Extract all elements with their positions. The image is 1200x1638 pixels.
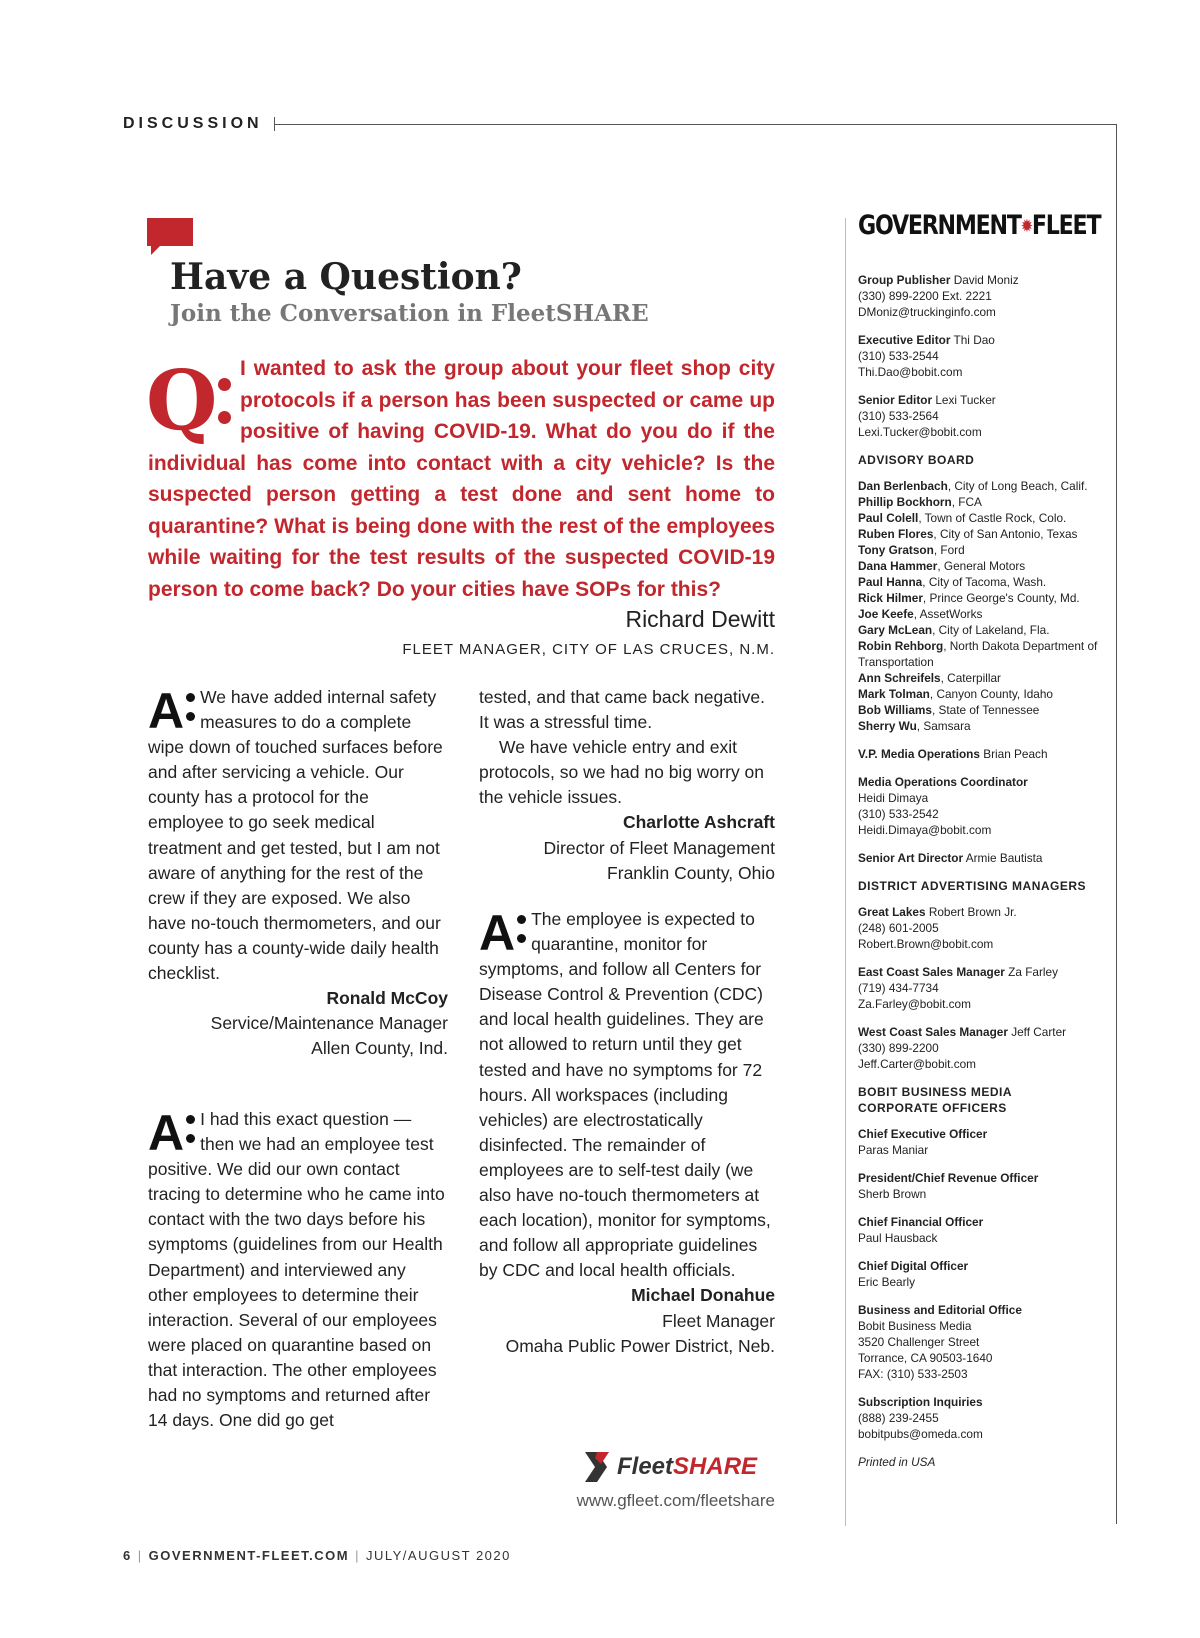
staff-entry: Senior Editor Lexi Tucker (310) 533-2564 Lexi.Tucker@bobit.com	[858, 393, 996, 439]
answerer-name: Charlotte Ashcraft	[622, 812, 775, 833]
sidebar-divider	[845, 218, 846, 1526]
answer-1	[148, 685, 448, 1061]
asker-name: Richard Dewitt	[625, 606, 775, 632]
asker-title: FLEET MANAGER, CITY OF LAS CRUCES, N.M.	[402, 641, 775, 658]
subscription-info: Subscription Inquiries (888) 239-2455 bobitpubs@omeda.com	[858, 1395, 983, 1441]
answer-colon-icon	[186, 1115, 196, 1155]
staff-entry: East Coast Sales Manager Za Farley (719) 434-7734 Za.Farley@bobit.com	[858, 965, 1058, 1011]
advisory-board-list: Dan Berlenbach, City of Long Beach, Calif. Phillip Bockhorn, FCA Paul Colell, Town of Castle Rock, Colo. Ruben Flores, City of San Antonio, Texas Tony Gratson, Ford Dana Hammer, General Motors Paul Hanna, City of Tacoma, Wash. Rick Hilmer, Prince George's County, Md. Joe Keefe, AssetWorks Gary McLean, City of Lakeland, Fla. Robin Rehborg, North Dakota Department of Transportation Ann Schreifels, Caterpillar Mark Tolman, Canyon County, Idaho Bob Williams, State of Tennessee Sherry Wu, Samsara	[858, 479, 1098, 733]
page-title: Have a Question?	[170, 256, 522, 298]
page-subtitle: Join the Conversation in FleetSHARE	[170, 300, 649, 327]
printed-in-usa: Printed in USA	[858, 1455, 936, 1469]
answerer-role: Service/Maintenance Manager	[210, 1013, 448, 1034]
officer-entry: Chief Digital Officer Eric Bearly	[858, 1259, 969, 1289]
masthead	[858, 272, 1108, 1470]
answer-3	[479, 907, 775, 1359]
answer-marker: A	[148, 683, 185, 739]
staff-entry: Executive Editor Thi Dao (310) 533-2544 Thi.Dao@bobit.com	[858, 333, 995, 379]
answer-colon-icon	[186, 693, 196, 733]
question-text: I wanted to ask the group about your fleet shop city protocols if a person has been suspected or came up positive of having COVID-19. What do you do if the individual has come into contact with a city vehicle? Is the suspected person getting a test done and sent home to quarantine? What is being done with the rest of the employees while waiting for the test results of the suspected COVID-19 person to come back? Do your cities have SOPs for this?	[148, 357, 775, 601]
fleetshare-logo-text: FleetSHARE	[617, 1453, 758, 1480]
page-number: 6	[123, 1548, 132, 1563]
answer-2-part-1	[148, 1107, 448, 1433]
officer-entry: President/Chief Revenue Officer Sherb Brown	[858, 1171, 1039, 1201]
district-managers-heading: DISTRICT ADVERTISING MANAGERS	[858, 879, 1087, 893]
page-footer: 6 | GOVERNMENT-FLEET.COM | JULY/AUGUST 2020	[123, 1548, 511, 1563]
answerer-role: Director of Fleet Management	[543, 837, 775, 858]
corporate-officers-heading: BOBIT BUSINESS MEDIA CORPORATE OFFICERS	[858, 1085, 1013, 1115]
office-address: Business and Editorial Office Bobit Business Media 3520 Challenger Street Torrance, CA 90503-1640 FAX: (310) 533-2503	[858, 1303, 1022, 1381]
answerer-org: Franklin County, Ohio	[607, 862, 775, 883]
answer-2-part-2	[479, 685, 775, 886]
answerer-name: Ronald McCoy	[326, 988, 448, 1009]
fleetshare-url[interactable]: www.gfleet.com/fleetshare	[576, 1491, 775, 1510]
answer-text: tested, and that came back negative. It was a stressful time.	[479, 687, 766, 733]
advisory-board-heading: ADVISORY BOARD	[858, 453, 975, 467]
footer-issue: JULY/AUGUST 2020	[365, 1548, 511, 1563]
staff-entry: Senior Art Director Armie Bautista	[858, 851, 1043, 865]
staff-entry: Great Lakes Robert Brown Jr. (248) 601-2005 Robert.Brown@bobit.com	[858, 905, 1017, 951]
answer-marker: A	[479, 905, 516, 961]
answer-text: I had this exact question — then we had an employee test positive. We did our own contact tracing to determine who he came into contact with the two days before his symptoms (guidelines from our Health Department) and interviewed any other employees to determine their interaction. Several of our employees were placed on quarantine based on that interaction. The other employees had no symptoms and returned after 14 days. One did go get	[148, 1109, 445, 1431]
answer-marker: A	[148, 1105, 185, 1161]
star-icon: ✹	[1020, 216, 1032, 237]
answer-colon-icon	[517, 915, 527, 955]
officer-entry: Chief Executive Officer Paras Maniar	[858, 1127, 988, 1157]
fleetshare-logo-icon	[583, 1450, 613, 1484]
answerer-org: Allen County, Ind.	[311, 1038, 448, 1059]
staff-entry: Group Publisher David Moniz (330) 899-2200 Ext. 2221 DMoniz@truckinginfo.com	[858, 273, 1019, 319]
footer-site: GOVERNMENT-FLEET.COM	[148, 1548, 350, 1563]
answerer-name: Michael Donahue	[631, 1285, 775, 1306]
page-frame-rule	[1116, 124, 1117, 1524]
answer-text: We have vehicle entry and exit protocols, so we had no big worry on the vehicle issues.	[479, 737, 765, 808]
answer-text: The employee is expected to quarantine, monitor for symptoms, and follow all Centers for Disease Control & Prevention (CDC) and local health guidelines. They are not allowed to return until they get tested and have no symptoms for 72 hours. All workspaces (including vehicles) are electrostatically disinfected. The remainder of employees are to self-test daily (we also have no-touch thermometers at each location), monitor for symptoms, and follow all appropriate guidelines by CDC and local health officials.	[479, 909, 771, 1281]
section-label: DISCUSSION	[123, 115, 263, 132]
staff-entry: West Coast Sales Manager Jeff Carter (330) 899-2200 Jeff.Carter@bobit.com	[858, 1025, 1067, 1071]
staff-entry: V.P. Media Operations Brian Peach	[858, 747, 1048, 761]
answerer-role: Fleet Manager	[662, 1310, 775, 1331]
staff-entry: Media Operations Coordinator Heidi Dimaya (310) 533-2542 Heidi.Dimaya@bobit.com	[858, 775, 1028, 837]
government-fleet-logo: GOVERNMENT✹FLEET	[858, 210, 1101, 241]
speech-bubble-icon	[147, 218, 193, 246]
answerer-org: Omaha Public Power District, Neb.	[505, 1335, 775, 1356]
question-marker: Q	[146, 353, 218, 449]
officer-entry: Chief Financial Officer Paul Hausback	[858, 1215, 984, 1245]
header-rule	[275, 124, 1117, 125]
answer-text: We have added internal safety measures to do a complete wipe down of touched surfaces before and after servicing a vehicle. Our county has a protocol for the employee to go seek medical treatment and get tested, but I am not aware of anything for the rest of the crew if they are exposed. We also have no-touch thermometers, and our county has a county-wide daily health checklist.	[148, 687, 443, 984]
